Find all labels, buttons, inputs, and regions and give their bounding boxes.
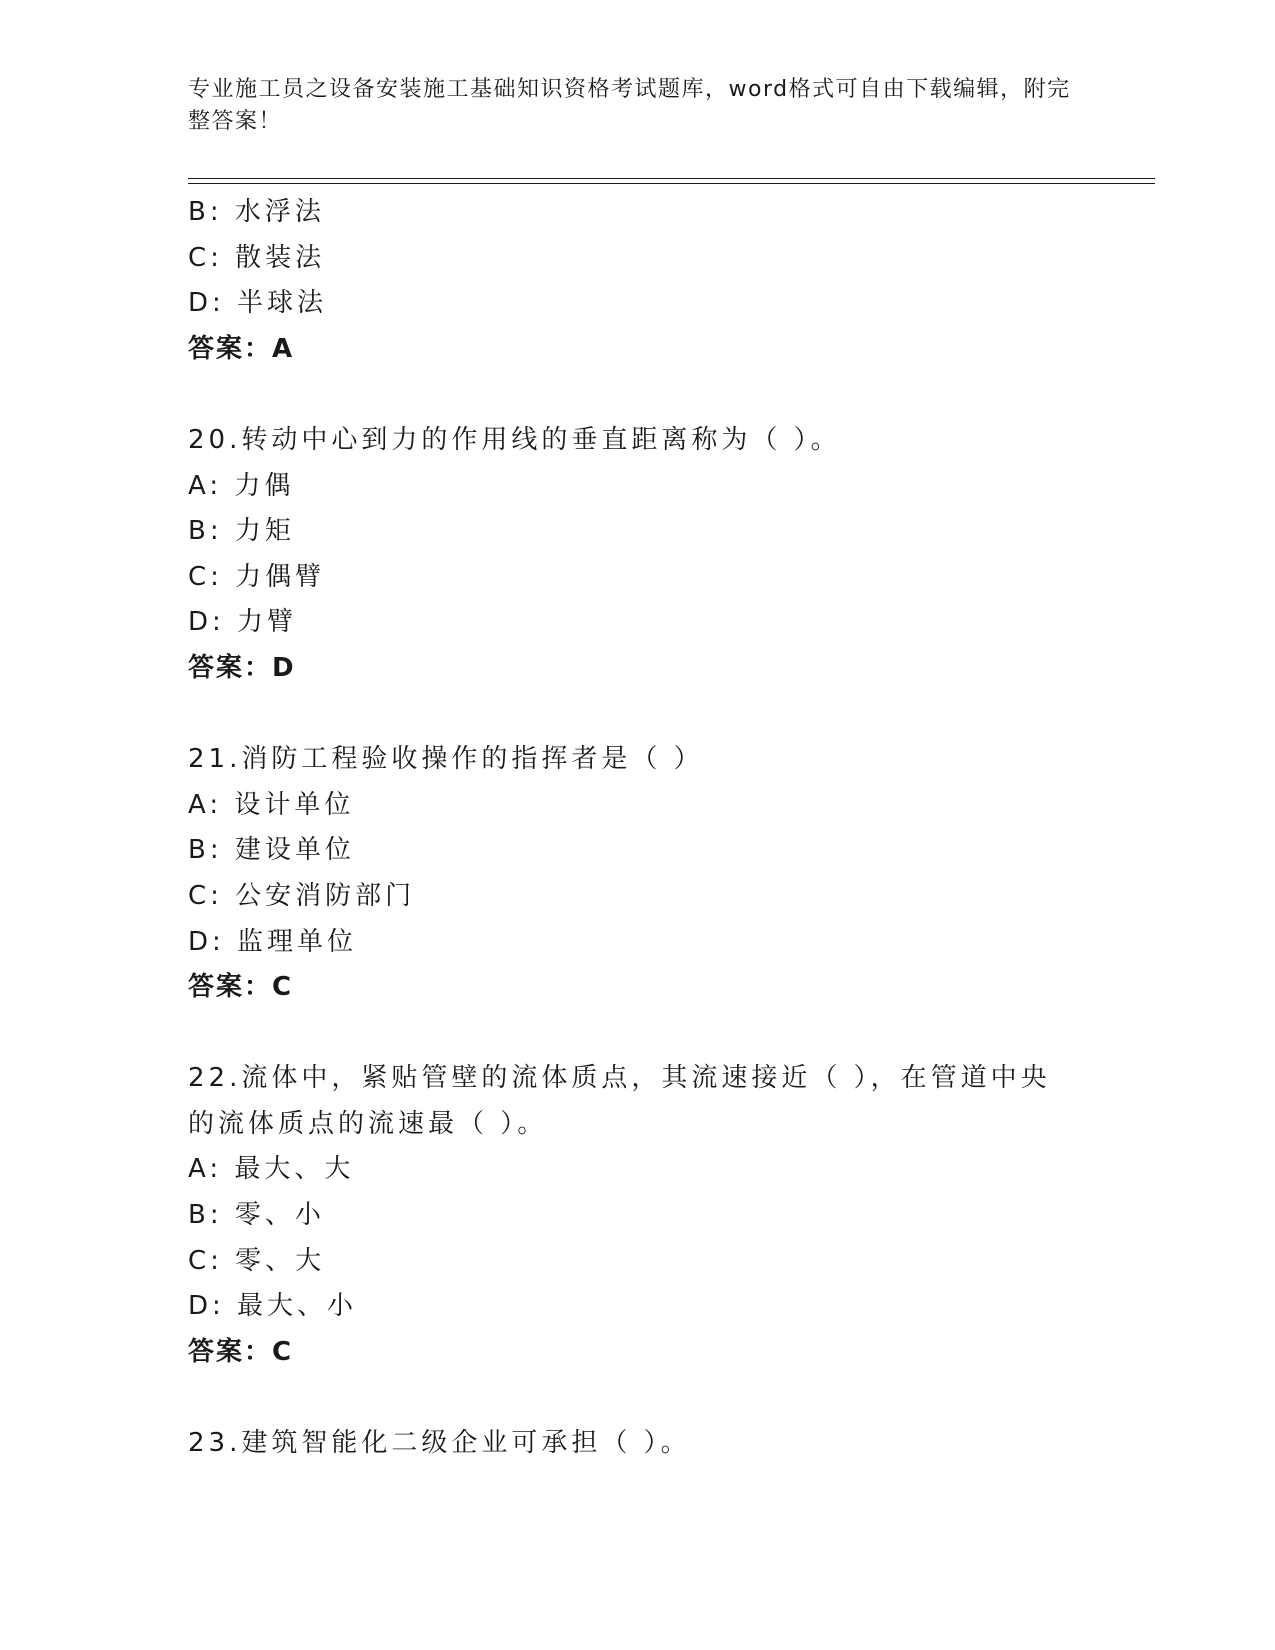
header-divider-bottom [188,183,1155,184]
option-c: C: 零、大 [188,1245,326,1276]
option-d: D: 监理单位 [188,926,358,957]
option-b: B: 水浮法 [188,197,325,227]
option-a: A: 最大、大 [188,1154,355,1185]
question-stem: 20.转动中心到力的作用线的垂直距离称为（ ）。 [188,424,841,455]
question-stem: 21.消防工程验收操作的指挥者是（ ） [188,744,704,775]
option-d: D: 最大、小 [188,1291,358,1322]
option-d: D: 半球法 [188,288,328,319]
question-stem: 23.建筑智能化二级企业可承担（ ）。 [188,1428,691,1459]
option-d: D: 力臂 [188,607,298,638]
header-divider-top [188,178,1155,179]
answer-line: 答案：A [188,333,295,364]
spacer [188,372,1088,418]
document-header: 专业施工员之设备安装施工基础知识资格考试题库，word格式可自由下载编辑，附完整答案！ [188,77,1071,134]
option-a: A: 设计单位 [188,789,355,820]
question-content [188,190,1088,1467]
option-c: C: 力偶臂 [188,561,326,592]
spacer [188,692,1088,738]
option-a: A: 力偶 [188,470,295,501]
option-b: B: 力矩 [188,516,295,547]
option-b: B: 零、小 [188,1200,325,1231]
answer-line: 答案：D [188,652,296,683]
question-stem: 22.流体中，紧贴管壁的流体质点，其流速接近（ ），在管道中央的流体质点的流速最（ ）。 [188,1063,1051,1139]
answer-line: 答案：C [188,972,294,1003]
option-b: B: 建设单位 [188,835,355,866]
option-c: C: 公安消防部门 [188,880,416,911]
answer-line: 答案：C [188,1336,294,1367]
spacer [188,1375,1088,1421]
option-c: C: 散装法 [188,242,326,273]
spacer [188,1011,1088,1057]
